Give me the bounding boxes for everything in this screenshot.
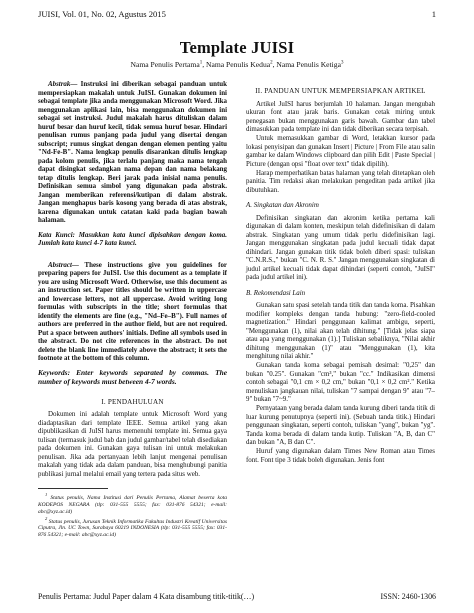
abstract-id-text: — Instruksi ini diberikan sebagai panduan untuk mempersiapkan makalah untuk JuISI. Gunakan dokumen ini sebagai template jika anda menggunakan Microsoft Word. Jika menggunakan aplikasi lain, bisa menggunakan dokumen ini sebagai set instruksi. Judul makalah harus dituliskan dalam huruf besar dan huruf kecil, tidak semua huruf besar. Hindari penulisan rumus panjang pada judul yang disertai dengan subscript; rumus singkat dengan dengan elemen penting yaitu "Nd-Fe-B". Nama lengkap penulis disarankan ditulis lengkap pada kolom penulis, jika terlalu panjang maka nama tengah dapat disingkat sedangkan nama depan dan nama belakang tetap ditulis lengkap. Beri jarak pada inisial nama penulis. Definisikan semua simbol yang digunakan pada abstrak. Jangan memberikan referensi/kutipan di dalam abstrak. Jangan menghapus baris kosong yang berada di atas abstrak, karena digunakan untuk catatan kaki pada bagian bawah halaman. [38,80,227,224]
subsection-heading-singkatan: A. Singkatan dan Akronim [246,201,319,209]
author-separator: , [272,60,277,69]
panduan-paragraph-3: Harap memperhatikan batas halaman yang telah ditetapkan oleh panitia. Tim redaksi akan melakukan pengeditan pada artikel jika dibutuhkan. [246,168,435,194]
footnote-2-mark: 2 [45,515,48,521]
abstract-id-label: Abstrak [48,80,71,88]
author-2-mark: 2 [270,60,273,66]
footnote-1-mark: 1 [45,492,48,497]
paper-title: Template JUISI [179,38,295,57]
abstract-en-text: — These instructions give you guidelines for preparing papers for JuISI. Use this document as a template if you are using Microsoft Word. Otherwise, use this document as an instruction set. Paper titles should be written in uppercase and lowercase letters, not all uppercase. Avoid writing long formulas with subscripts in the title; short formulas that identify the elements are fine (e.g., "Nd–Fe–B"). Full names of authors are preferred in the author field, but are not required. Put a space between authors' initials. Define all symbols used in the abstract. Do not cite references in the abstract. Do not delete the blank line immediately above the abstract; it sets the footnote at the bottom of this column. [38,260,227,362]
left-column [38,80,227,539]
kata-kunci-label: Kata Kunci [38,230,73,239]
footer-short-title: Penulis Pertama: Judul Paper dalam 4 Kata disambung titik-titik(…) [38,592,255,601]
singkatan-paragraph: Definisikan singkatan dan akronim ketika pertama kali digunakan di dalam konten, meskipun telah didefinisikan di dalam abstrak. Singkatan yang umum tidak perlu didefinisikan lagi. Jangan menggunakan singkatan pada judul kecuali tidak dapat dihindari. Jangan gunakan titik tidak boleh diberi spasi: tuliskan "C.N.R.S.," bukan "C. N. R. S." Jangan menggunakan singkatan di judul artikel kecuali tidak dapat dihindari (seperti contoh, "JuISI" pada judul artikel ini). [246,213,435,281]
author-line [0,60,474,69]
footnote-1 [38,492,227,516]
section-heading-pendahuluan: I. PENDAHULUAN [101,397,164,406]
right-column [246,80,435,464]
kata-kunci [38,231,227,248]
author-3-mark: 3 [340,60,344,66]
rekomendasi-paragraph-2: Gunakan tanda koma sebagai pemisah desimal: "0,25" dan bukan "0.25". Gunakan "cm³," bukan "cc." Indikasikan dimensi contoh sebagai "0,1 cm × 0,2 cm," bukan "0,1 × 0,2 cm²." Ketika menuliskan jangkauan nilai, tuliskan "7 sampai dengan 9" atau "7–9" bukan "7~9." [246,361,435,403]
keywords [38,368,227,386]
section-heading-panduan: II. PANDUAN UNTUK MEMPERSIAPKAN ARTIKEL [255,87,426,95]
pendahuluan-paragraph: Dokumen ini adalah template untuk Microsoft Word yang diadaptasikan dari template IEEE. Semua artikel yang akan dipublikasikan di JuISI harus memenuhi template ini. Semua gaya tulisan (termasuk judul bab dan judul gambar/tabel telah disediakan pada dokumen ini. Gunakan gaya tulisan ini untuk melakukan penulisan. Jika ada pertanyaan lebih lanjut mengenai penulisan makalah yang tidak ada dalam panduan, bisa menghubungi panitia publikasi jurnal melalui email yang tertera pada situs web. [38,410,227,478]
running-footer [38,592,436,604]
page-number: 1 [431,9,436,19]
author-2: Nama Penulis Kedua [206,60,271,69]
rekomendasi-paragraph-3: Pernyataan yang berada dalam tanda kurung diberi tanda titik di luar kurung penutupnya (seperti ini). (Sebuah tanda titik.) Hindari penggunaan singkatan, seperti contoh, tuliskan "yang", bukan "yg". Tanda koma berada di dalam tanda kutip. Tuliskan "A, B, dan C" dan bukan "A, B dan C". [246,404,435,446]
footnote-1-text: Status penulis, Nama Institusi dari Penulis Pertama, Alamat beserta kota KODEPOS NEGARA (tlp: 031-555 5555; fax: 031-876 54321; e-mail: abc@xyz.ac.id) [38,494,227,515]
rekomendasi-paragraph-4: Huruf yang digunakan dalam Times New Roman atau Times font. Font tipe 3 tidak boleh digunakan. Jenis font [246,447,435,464]
subsection-heading-rekomendasi: B. Rekomendasi Lain [246,288,306,297]
keywords-text: : Enter keywords separated by commas. The number of keywords must between 4-7 words. [38,367,227,386]
panduan-paragraph-1: Artikel JuISI harus berjumlah 10 halaman. Jangan mengubah ukuran font atau jarak baris. Gunakan cetak miring untuk penegasan bukan menggunakan garis bawah. Gambar dan tabel dimasukkan pada template ini dan tidak diberikan secara terpisah. [246,99,435,133]
footnote-2 [38,516,227,540]
footer-issn: ISSN: 2460-1306 [380,592,436,601]
author-1-mark: 1 [199,60,203,66]
kata-kunci-text: : Masukkan kata kunci dipisahkan dengan koma. Jumlah kata kunci 4-7 kata kunci. [38,230,228,247]
abstract-en-label: Abstract [48,260,72,269]
author-3: Nama Penulis Ketiga [276,60,341,69]
author-1: Nama Penulis Pertama [130,60,200,69]
panduan-paragraph-2: Untuk memasukkan gambar di Word, letakkan kursor pada lokasi penyisipan dan gunakan Insert | Picture | From File atau salin gambar ke dalam Windows clipboard dan pilih Edit | Paste Special | Picture (dengan opsi "float over text" tidak dipilih). [246,134,435,168]
abstract-id [38,80,227,225]
footnote-2-text: Status penulis, Jurusan Teknik Informatika Fakultas Industri Kreatif Universitas Ciputra, Jln. UC Town, Surabaya 60219 INDONESIA (tlp: 031-555 5555; fax: 031-876 54321; e-mail: abc@xyz.ac.id) [38,518,227,539]
author-separator: , [202,60,206,69]
journal-citation: JUISI, Vol. 01, No. 02, Agustus 2015 [38,9,166,19]
running-header [38,9,436,21]
keywords-label: Keywords [38,367,68,377]
abstract-en [38,261,227,363]
rekomendasi-paragraph-1: Gunakan satu spasi setelah tanda titik dan tanda koma. Pisahkan modifier kompleks dengan tanda hubung: "zero-field-cooled magnetization." Hindari penggunaan kalimat ambigu, seperti, "Menggunakan (1), nilai akan telah dihitung." [Tidak jelas siapa atau apa yang menggunakan (1).] Tuliskan sebaliknya, "Nilai akhir dihitung menggunakan (1)" atau "Menggunakan (1), kita menghitung nilai akhir." [246,301,435,360]
footnote-divider [38,488,108,489]
